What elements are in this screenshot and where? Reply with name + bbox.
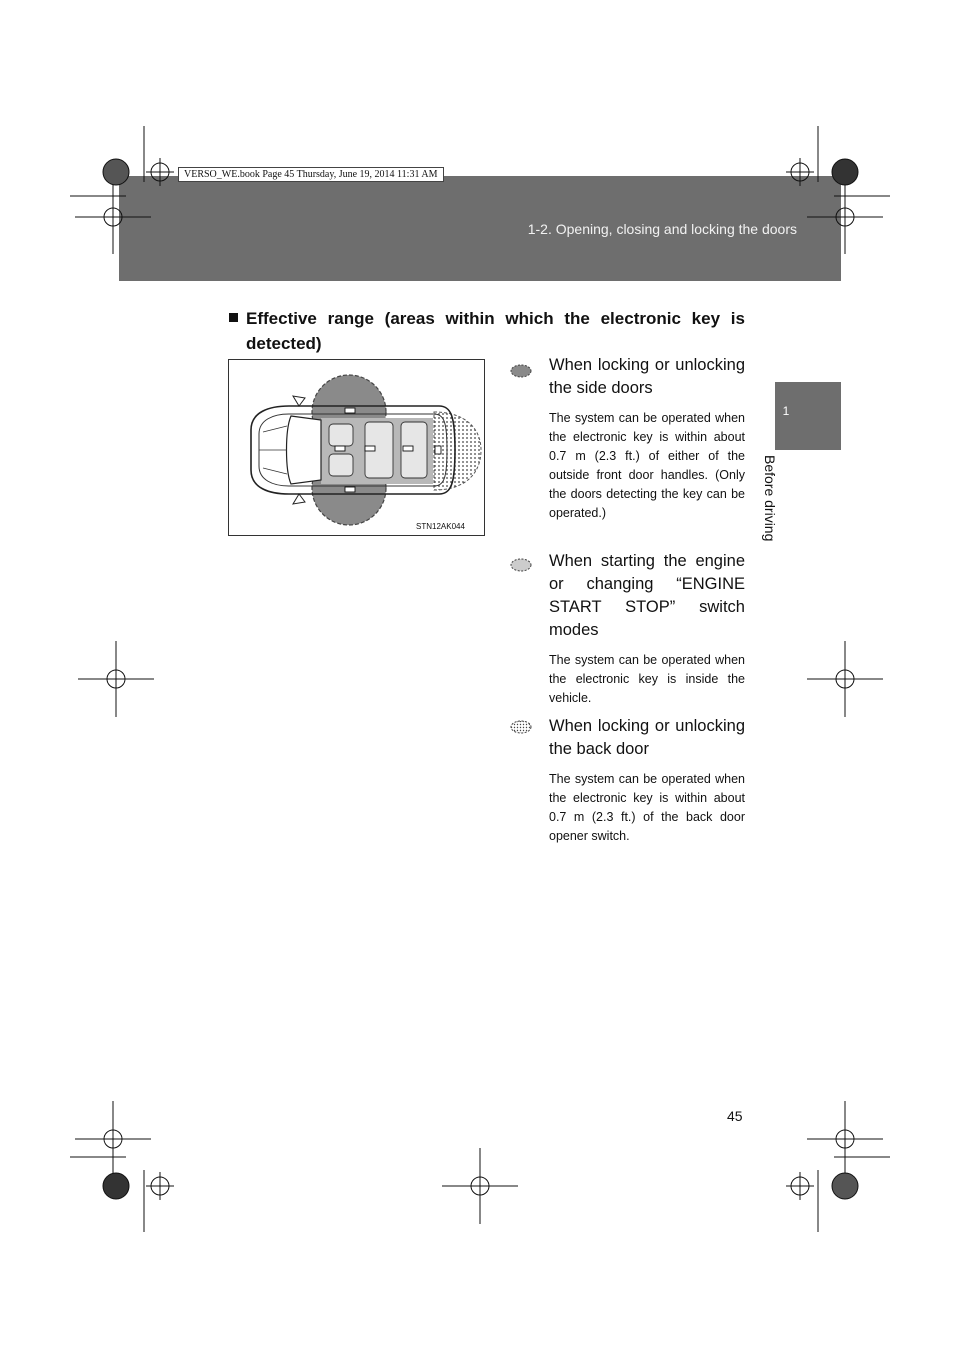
item-2-title: When starting the engine or changing “ENGINE START STOP” switch modes — [549, 552, 745, 639]
figure-id: STN12AK044 — [416, 522, 465, 531]
section-title: 1-2. Opening, closing and locking the doors — [527, 221, 797, 237]
page-number: 45 — [727, 1108, 743, 1124]
item-1-description: The system can be operated when the electronic key is within about 0.7 m (2.3 ft.) of either of the outside front door handles. (Only the doors detecting the key can be operated.) — [549, 411, 745, 520]
chapter-label: Before driving — [762, 455, 778, 542]
item-1-title: When locking or unlocking the side doors — [549, 356, 745, 397]
section-heading: Effective range (areas within which the electronic key is detected) — [229, 306, 745, 356]
item-3-description: The system can be operated when the electronic key is within about 0.7 m (2.3 ft.) of the back door opener switch. — [549, 772, 745, 843]
chapter-number: 1 — [782, 404, 790, 418]
item-2-description: The system can be operated when the electronic key is inside the vehicle. — [549, 653, 745, 705]
item-3-title: When locking or unlocking the back door — [549, 717, 745, 758]
book-info-stamp: VERSO_WE.book Page 45 Thursday, June 19, 2014 11:31 AM — [178, 167, 444, 182]
